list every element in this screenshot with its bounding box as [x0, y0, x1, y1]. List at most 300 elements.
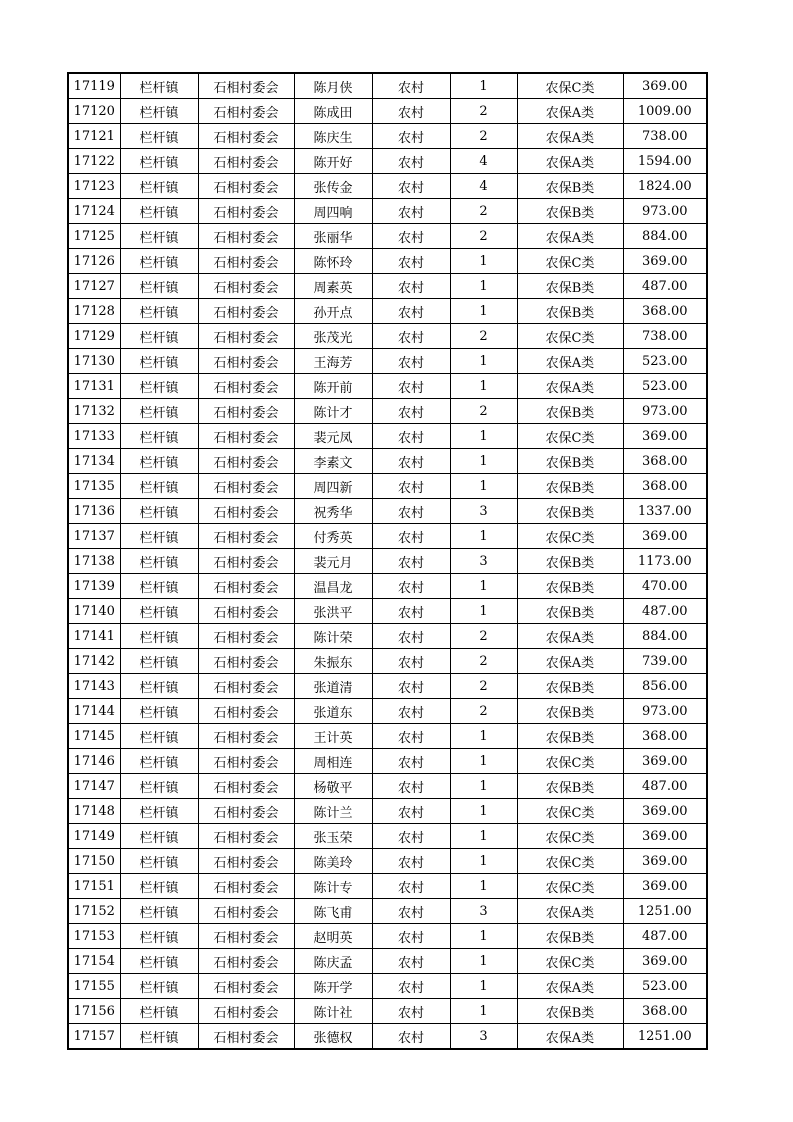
- table-body: [68, 73, 707, 1049]
- amount-cell: 1594.00: [623, 149, 707, 174]
- row-id-cell: 17143: [68, 674, 120, 699]
- insurance-class-cell: 农保A类: [517, 149, 623, 174]
- area-type-cell: 农村: [372, 1024, 450, 1050]
- table-row: [68, 999, 707, 1024]
- amount-cell: 856.00: [623, 674, 707, 699]
- village-cell: 石相村委会: [198, 649, 294, 674]
- table-row: [68, 524, 707, 549]
- table-row: [68, 249, 707, 274]
- row-id-cell: 17150: [68, 849, 120, 874]
- row-id-cell: 17151: [68, 874, 120, 899]
- town-cell: 栏杆镇: [120, 624, 198, 649]
- insurance-class-cell: 农保B类: [517, 699, 623, 724]
- amount-cell: 369.00: [623, 949, 707, 974]
- table-row: [68, 699, 707, 724]
- village-cell: 石相村委会: [198, 249, 294, 274]
- amount-cell: 369.00: [623, 73, 707, 99]
- member-count-cell: 1: [450, 424, 517, 449]
- village-cell: 石相村委会: [198, 499, 294, 524]
- town-cell: 栏杆镇: [120, 224, 198, 249]
- amount-cell: 369.00: [623, 749, 707, 774]
- row-id-cell: 17153: [68, 924, 120, 949]
- row-id-cell: 17120: [68, 99, 120, 124]
- data-table: [67, 72, 708, 1050]
- name-cell: 陈计荣: [294, 624, 372, 649]
- area-type-cell: 农村: [372, 349, 450, 374]
- village-cell: 石相村委会: [198, 624, 294, 649]
- member-count-cell: 2: [450, 674, 517, 699]
- insurance-class-cell: 农保C类: [517, 949, 623, 974]
- member-count-cell: 1: [450, 299, 517, 324]
- row-id-cell: 17149: [68, 824, 120, 849]
- insurance-class-cell: 农保B类: [517, 399, 623, 424]
- area-type-cell: 农村: [372, 274, 450, 299]
- amount-cell: 1009.00: [623, 99, 707, 124]
- town-cell: 栏杆镇: [120, 499, 198, 524]
- member-count-cell: 1: [450, 774, 517, 799]
- name-cell: 周四响: [294, 199, 372, 224]
- insurance-class-cell: 农保C类: [517, 874, 623, 899]
- table-row: [68, 274, 707, 299]
- area-type-cell: 农村: [372, 974, 450, 999]
- town-cell: 栏杆镇: [120, 1024, 198, 1050]
- amount-cell: 487.00: [623, 599, 707, 624]
- member-count-cell: 2: [450, 99, 517, 124]
- row-id-cell: 17146: [68, 749, 120, 774]
- insurance-class-cell: 农保A类: [517, 1024, 623, 1050]
- town-cell: 栏杆镇: [120, 699, 198, 724]
- row-id-cell: 17123: [68, 174, 120, 199]
- insurance-class-cell: 农保C类: [517, 73, 623, 99]
- amount-cell: 487.00: [623, 774, 707, 799]
- name-cell: 朱振东: [294, 649, 372, 674]
- area-type-cell: 农村: [372, 99, 450, 124]
- town-cell: 栏杆镇: [120, 474, 198, 499]
- area-type-cell: 农村: [372, 924, 450, 949]
- table-row: [68, 974, 707, 999]
- area-type-cell: 农村: [372, 849, 450, 874]
- town-cell: 栏杆镇: [120, 374, 198, 399]
- town-cell: 栏杆镇: [120, 424, 198, 449]
- member-count-cell: 1: [450, 449, 517, 474]
- amount-cell: 523.00: [623, 374, 707, 399]
- member-count-cell: 1: [450, 249, 517, 274]
- table-row: [68, 299, 707, 324]
- village-cell: 石相村委会: [198, 349, 294, 374]
- insurance-class-cell: 农保C类: [517, 799, 623, 824]
- row-id-cell: 17125: [68, 224, 120, 249]
- town-cell: 栏杆镇: [120, 99, 198, 124]
- insurance-class-cell: 农保B类: [517, 499, 623, 524]
- town-cell: 栏杆镇: [120, 824, 198, 849]
- table-row: [68, 549, 707, 574]
- row-id-cell: 17145: [68, 724, 120, 749]
- member-count-cell: 1: [450, 73, 517, 99]
- member-count-cell: 1: [450, 524, 517, 549]
- amount-cell: 369.00: [623, 249, 707, 274]
- row-id-cell: 17142: [68, 649, 120, 674]
- town-cell: 栏杆镇: [120, 924, 198, 949]
- row-id-cell: 17148: [68, 799, 120, 824]
- amount-cell: 368.00: [623, 449, 707, 474]
- village-cell: 石相村委会: [198, 849, 294, 874]
- town-cell: 栏杆镇: [120, 749, 198, 774]
- area-type-cell: 农村: [372, 199, 450, 224]
- member-count-cell: 3: [450, 499, 517, 524]
- insurance-class-cell: 农保C类: [517, 849, 623, 874]
- village-cell: 石相村委会: [198, 324, 294, 349]
- name-cell: 陈庆生: [294, 124, 372, 149]
- amount-cell: 487.00: [623, 274, 707, 299]
- member-count-cell: 3: [450, 899, 517, 924]
- area-type-cell: 农村: [372, 874, 450, 899]
- village-cell: 石相村委会: [198, 674, 294, 699]
- row-id-cell: 17157: [68, 1024, 120, 1050]
- name-cell: 陈月侠: [294, 73, 372, 99]
- area-type-cell: 农村: [372, 824, 450, 849]
- row-id-cell: 17155: [68, 974, 120, 999]
- town-cell: 栏杆镇: [120, 449, 198, 474]
- table-row: [68, 599, 707, 624]
- table-row: [68, 574, 707, 599]
- member-count-cell: 1: [450, 849, 517, 874]
- row-id-cell: 17144: [68, 699, 120, 724]
- table-row: [68, 849, 707, 874]
- row-id-cell: 17131: [68, 374, 120, 399]
- member-count-cell: 1: [450, 599, 517, 624]
- name-cell: 祝秀华: [294, 499, 372, 524]
- town-cell: 栏杆镇: [120, 199, 198, 224]
- member-count-cell: 3: [450, 1024, 517, 1050]
- table-row: [68, 874, 707, 899]
- area-type-cell: 农村: [372, 449, 450, 474]
- area-type-cell: 农村: [372, 224, 450, 249]
- town-cell: 栏杆镇: [120, 574, 198, 599]
- village-cell: 石相村委会: [198, 424, 294, 449]
- amount-cell: 368.00: [623, 299, 707, 324]
- name-cell: 赵明英: [294, 924, 372, 949]
- area-type-cell: 农村: [372, 73, 450, 99]
- area-type-cell: 农村: [372, 399, 450, 424]
- member-count-cell: 2: [450, 324, 517, 349]
- name-cell: 裴元凤: [294, 424, 372, 449]
- name-cell: 张德权: [294, 1024, 372, 1050]
- name-cell: 李素文: [294, 449, 372, 474]
- town-cell: 栏杆镇: [120, 349, 198, 374]
- town-cell: 栏杆镇: [120, 599, 198, 624]
- name-cell: 孙开点: [294, 299, 372, 324]
- area-type-cell: 农村: [372, 174, 450, 199]
- area-type-cell: 农村: [372, 949, 450, 974]
- amount-cell: 1251.00: [623, 899, 707, 924]
- area-type-cell: 农村: [372, 899, 450, 924]
- area-type-cell: 农村: [372, 999, 450, 1024]
- name-cell: 陈计兰: [294, 799, 372, 824]
- town-cell: 栏杆镇: [120, 724, 198, 749]
- member-count-cell: 1: [450, 474, 517, 499]
- village-cell: 石相村委会: [198, 999, 294, 1024]
- town-cell: 栏杆镇: [120, 549, 198, 574]
- member-count-cell: 1: [450, 824, 517, 849]
- member-count-cell: 2: [450, 224, 517, 249]
- town-cell: 栏杆镇: [120, 73, 198, 99]
- insurance-class-cell: 农保B类: [517, 574, 623, 599]
- town-cell: 栏杆镇: [120, 674, 198, 699]
- amount-cell: 973.00: [623, 199, 707, 224]
- member-count-cell: 2: [450, 624, 517, 649]
- village-cell: 石相村委会: [198, 874, 294, 899]
- insurance-class-cell: 农保B类: [517, 774, 623, 799]
- table-row: [68, 1024, 707, 1050]
- member-count-cell: 1: [450, 724, 517, 749]
- insurance-class-cell: 农保B类: [517, 724, 623, 749]
- insurance-class-cell: 农保B类: [517, 449, 623, 474]
- table-row: [68, 799, 707, 824]
- area-type-cell: 农村: [372, 599, 450, 624]
- name-cell: 付秀英: [294, 524, 372, 549]
- amount-cell: 368.00: [623, 999, 707, 1024]
- area-type-cell: 农村: [372, 299, 450, 324]
- member-count-cell: 1: [450, 349, 517, 374]
- member-count-cell: 2: [450, 699, 517, 724]
- amount-cell: 369.00: [623, 874, 707, 899]
- name-cell: 周相连: [294, 749, 372, 774]
- village-cell: 石相村委会: [198, 449, 294, 474]
- name-cell: 陈计专: [294, 874, 372, 899]
- village-cell: 石相村委会: [198, 374, 294, 399]
- table-row: [68, 899, 707, 924]
- name-cell: 杨敬平: [294, 774, 372, 799]
- amount-cell: 369.00: [623, 824, 707, 849]
- name-cell: 周四新: [294, 474, 372, 499]
- area-type-cell: 农村: [372, 649, 450, 674]
- amount-cell: 369.00: [623, 849, 707, 874]
- insurance-class-cell: 农保C类: [517, 824, 623, 849]
- row-id-cell: 17133: [68, 424, 120, 449]
- amount-cell: 369.00: [623, 424, 707, 449]
- area-type-cell: 农村: [372, 674, 450, 699]
- insurance-class-cell: 农保B类: [517, 924, 623, 949]
- name-cell: 张道清: [294, 674, 372, 699]
- area-type-cell: 农村: [372, 149, 450, 174]
- row-id-cell: 17134: [68, 449, 120, 474]
- insurance-class-cell: 农保B类: [517, 674, 623, 699]
- row-id-cell: 17137: [68, 524, 120, 549]
- row-id-cell: 17156: [68, 999, 120, 1024]
- table-row: [68, 149, 707, 174]
- insurance-class-cell: 农保B类: [517, 199, 623, 224]
- village-cell: 石相村委会: [198, 299, 294, 324]
- area-type-cell: 农村: [372, 424, 450, 449]
- amount-cell: 470.00: [623, 574, 707, 599]
- table-row: [68, 224, 707, 249]
- amount-cell: 487.00: [623, 924, 707, 949]
- member-count-cell: 4: [450, 149, 517, 174]
- insurance-class-cell: 农保A类: [517, 224, 623, 249]
- row-id-cell: 17135: [68, 474, 120, 499]
- village-cell: 石相村委会: [198, 799, 294, 824]
- village-cell: 石相村委会: [198, 399, 294, 424]
- row-id-cell: 17126: [68, 249, 120, 274]
- village-cell: 石相村委会: [198, 924, 294, 949]
- town-cell: 栏杆镇: [120, 974, 198, 999]
- name-cell: 陈开好: [294, 149, 372, 174]
- member-count-cell: 2: [450, 649, 517, 674]
- village-cell: 石相村委会: [198, 199, 294, 224]
- insurance-class-cell: 农保B类: [517, 549, 623, 574]
- amount-cell: 1337.00: [623, 499, 707, 524]
- table-row: [68, 724, 707, 749]
- table-row: [68, 924, 707, 949]
- area-type-cell: 农村: [372, 699, 450, 724]
- name-cell: 周素英: [294, 274, 372, 299]
- member-count-cell: 1: [450, 949, 517, 974]
- row-id-cell: 17129: [68, 324, 120, 349]
- village-cell: 石相村委会: [198, 549, 294, 574]
- area-type-cell: 农村: [372, 524, 450, 549]
- name-cell: 张茂光: [294, 324, 372, 349]
- amount-cell: 1173.00: [623, 549, 707, 574]
- row-id-cell: 17130: [68, 349, 120, 374]
- area-type-cell: 农村: [372, 474, 450, 499]
- member-count-cell: 1: [450, 999, 517, 1024]
- village-cell: 石相村委会: [198, 474, 294, 499]
- table-row: [68, 449, 707, 474]
- member-count-cell: 1: [450, 574, 517, 599]
- village-cell: 石相村委会: [198, 73, 294, 99]
- amount-cell: 884.00: [623, 624, 707, 649]
- area-type-cell: 农村: [372, 574, 450, 599]
- village-cell: 石相村委会: [198, 774, 294, 799]
- member-count-cell: 1: [450, 974, 517, 999]
- village-cell: 石相村委会: [198, 124, 294, 149]
- name-cell: 温昌龙: [294, 574, 372, 599]
- row-id-cell: 17127: [68, 274, 120, 299]
- village-cell: 石相村委会: [198, 949, 294, 974]
- insurance-class-cell: 农保A类: [517, 99, 623, 124]
- area-type-cell: 农村: [372, 799, 450, 824]
- town-cell: 栏杆镇: [120, 899, 198, 924]
- row-id-cell: 17154: [68, 949, 120, 974]
- amount-cell: 368.00: [623, 724, 707, 749]
- member-count-cell: 1: [450, 274, 517, 299]
- table-row: [68, 949, 707, 974]
- table-row: [68, 174, 707, 199]
- amount-cell: 973.00: [623, 399, 707, 424]
- village-cell: 石相村委会: [198, 174, 294, 199]
- area-type-cell: 农村: [372, 324, 450, 349]
- row-id-cell: 17128: [68, 299, 120, 324]
- row-id-cell: 17141: [68, 624, 120, 649]
- insurance-class-cell: 农保C类: [517, 749, 623, 774]
- insurance-class-cell: 农保C类: [517, 249, 623, 274]
- amount-cell: 369.00: [623, 799, 707, 824]
- town-cell: 栏杆镇: [120, 324, 198, 349]
- village-cell: 石相村委会: [198, 274, 294, 299]
- name-cell: 陈成田: [294, 99, 372, 124]
- village-cell: 石相村委会: [198, 224, 294, 249]
- member-count-cell: 2: [450, 124, 517, 149]
- table-row: [68, 474, 707, 499]
- insurance-class-cell: 农保A类: [517, 374, 623, 399]
- row-id-cell: 17132: [68, 399, 120, 424]
- insurance-class-cell: 农保B类: [517, 999, 623, 1024]
- village-cell: 石相村委会: [198, 724, 294, 749]
- town-cell: 栏杆镇: [120, 799, 198, 824]
- row-id-cell: 17136: [68, 499, 120, 524]
- member-count-cell: 1: [450, 799, 517, 824]
- village-cell: 石相村委会: [198, 824, 294, 849]
- area-type-cell: 农村: [372, 749, 450, 774]
- town-cell: 栏杆镇: [120, 274, 198, 299]
- insurance-class-cell: 农保A类: [517, 124, 623, 149]
- table-row: [68, 399, 707, 424]
- row-id-cell: 17119: [68, 73, 120, 99]
- insurance-class-cell: 农保C类: [517, 424, 623, 449]
- table-row: [68, 73, 707, 99]
- town-cell: 栏杆镇: [120, 849, 198, 874]
- name-cell: 张洪平: [294, 599, 372, 624]
- area-type-cell: 农村: [372, 549, 450, 574]
- name-cell: 张传金: [294, 174, 372, 199]
- amount-cell: 523.00: [623, 974, 707, 999]
- table-row: [68, 324, 707, 349]
- town-cell: 栏杆镇: [120, 999, 198, 1024]
- town-cell: 栏杆镇: [120, 524, 198, 549]
- member-count-cell: 3: [450, 549, 517, 574]
- insurance-class-cell: 农保A类: [517, 349, 623, 374]
- amount-cell: 1824.00: [623, 174, 707, 199]
- table-row: [68, 424, 707, 449]
- village-cell: 石相村委会: [198, 599, 294, 624]
- member-count-cell: 1: [450, 874, 517, 899]
- area-type-cell: 农村: [372, 774, 450, 799]
- insurance-class-cell: 农保C类: [517, 324, 623, 349]
- table-row: [68, 199, 707, 224]
- member-count-cell: 1: [450, 924, 517, 949]
- name-cell: 陈计社: [294, 999, 372, 1024]
- table-row: [68, 349, 707, 374]
- area-type-cell: 农村: [372, 374, 450, 399]
- name-cell: 陈怀玲: [294, 249, 372, 274]
- town-cell: 栏杆镇: [120, 149, 198, 174]
- row-id-cell: 17124: [68, 199, 120, 224]
- insurance-class-cell: 农保B类: [517, 274, 623, 299]
- amount-cell: 523.00: [623, 349, 707, 374]
- amount-cell: 973.00: [623, 699, 707, 724]
- town-cell: 栏杆镇: [120, 299, 198, 324]
- area-type-cell: 农村: [372, 624, 450, 649]
- village-cell: 石相村委会: [198, 99, 294, 124]
- table-row: [68, 374, 707, 399]
- insurance-class-cell: 农保B类: [517, 474, 623, 499]
- insurance-class-cell: 农保B类: [517, 299, 623, 324]
- row-id-cell: 17122: [68, 149, 120, 174]
- name-cell: 王计英: [294, 724, 372, 749]
- amount-cell: 368.00: [623, 474, 707, 499]
- name-cell: 陈开前: [294, 374, 372, 399]
- table-row: [68, 774, 707, 799]
- member-count-cell: 1: [450, 749, 517, 774]
- insurance-class-cell: 农保B类: [517, 174, 623, 199]
- area-type-cell: 农村: [372, 724, 450, 749]
- town-cell: 栏杆镇: [120, 124, 198, 149]
- village-cell: 石相村委会: [198, 899, 294, 924]
- area-type-cell: 农村: [372, 124, 450, 149]
- area-type-cell: 农村: [372, 499, 450, 524]
- table-row: [68, 649, 707, 674]
- row-id-cell: 17138: [68, 549, 120, 574]
